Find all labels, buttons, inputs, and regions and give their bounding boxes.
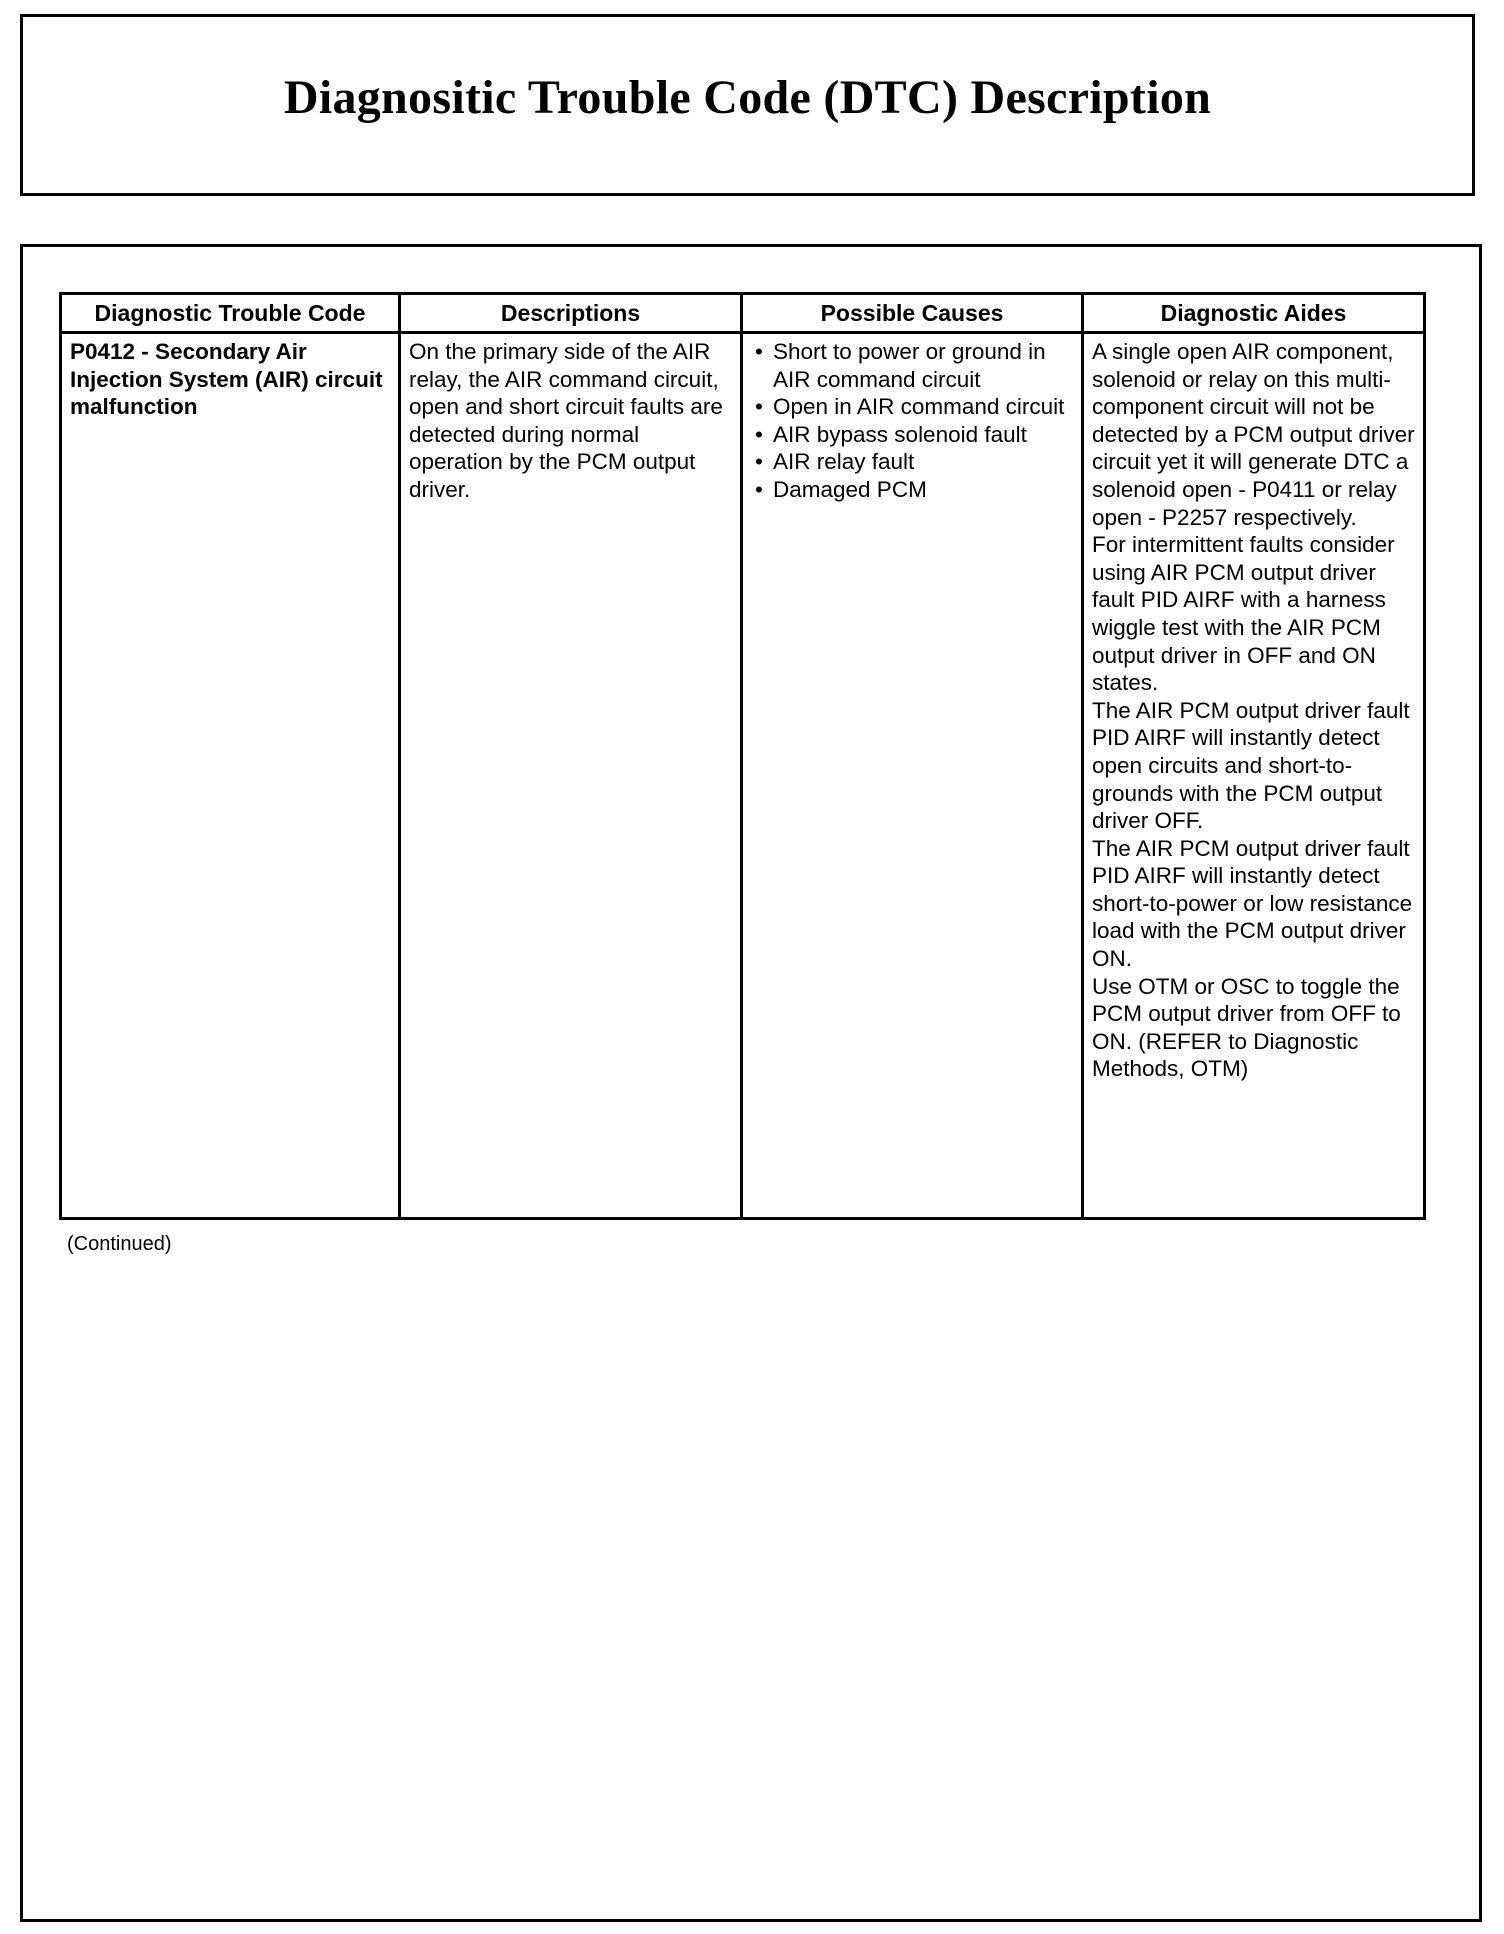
content-box [20,244,1482,1922]
aide-paragraph: For intermittent faults consider using AIR PCM output driver fault PID AIRF with a harness wiggle test with the AIR PCM output driver in OFF and ON states. [1092,532,1395,696]
table-row [61,333,1425,1219]
column-header-causes: Possible Causes [742,294,1083,333]
cause-item: • AIR relay fault [751,448,1075,476]
cause-item: • Damaged PCM [751,476,1075,504]
cause-item: • AIR bypass solenoid fault [751,421,1075,449]
aide-paragraph: The AIR PCM output driver fault PID AIRF will instantly detect short-to-power or low resistance load with the PCM output driver ON. [1092,835,1413,972]
title-box [20,14,1475,196]
table-header-row [61,294,1425,333]
cause-item: • Short to power or ground in AIR command circuit [751,338,1075,393]
possible-causes-list [751,338,1075,504]
column-header-code: Diagnostic Trouble Code [61,294,400,333]
description-cell: On the primary side of the AIR relay, the AIR command circuit, open and short circuit faults are detected during normal operation by the PCM output driver. [400,333,742,1219]
possible-causes-cell [742,333,1083,1219]
dtc-table [59,292,1426,1220]
continued-note: (Continued) [67,1233,172,1255]
page-title: Diagnositic Trouble Code (DTC) Description [283,70,1212,124]
diagnostic-aides-cell [1083,333,1425,1219]
aide-paragraph: The AIR PCM output driver fault PID AIRF will instantly detect open circuits and short-to-grounds with the PCM output driver OFF. [1092,697,1410,834]
aide-paragraph: A single open AIR component, solenoid or relay on this multi-component circuit will not be detected by a PCM output driver circuit yet it will generate DTC a solenoid open - P0411 or relay open - P2257 respectively. [1092,339,1415,530]
dtc-code-cell: P0412 - Secondary Air Injection System (AIR) circuit malfunction [61,333,400,1219]
column-header-descriptions: Descriptions [400,294,742,333]
column-header-aides: Diagnostic Aides [1083,294,1425,333]
aide-paragraph: Use OTM or OSC to toggle the PCM output driver from OFF to ON. (REFER to Diagnostic Methods, OTM) [1092,973,1401,1082]
cause-item: • Open in AIR command circuit [751,393,1075,421]
